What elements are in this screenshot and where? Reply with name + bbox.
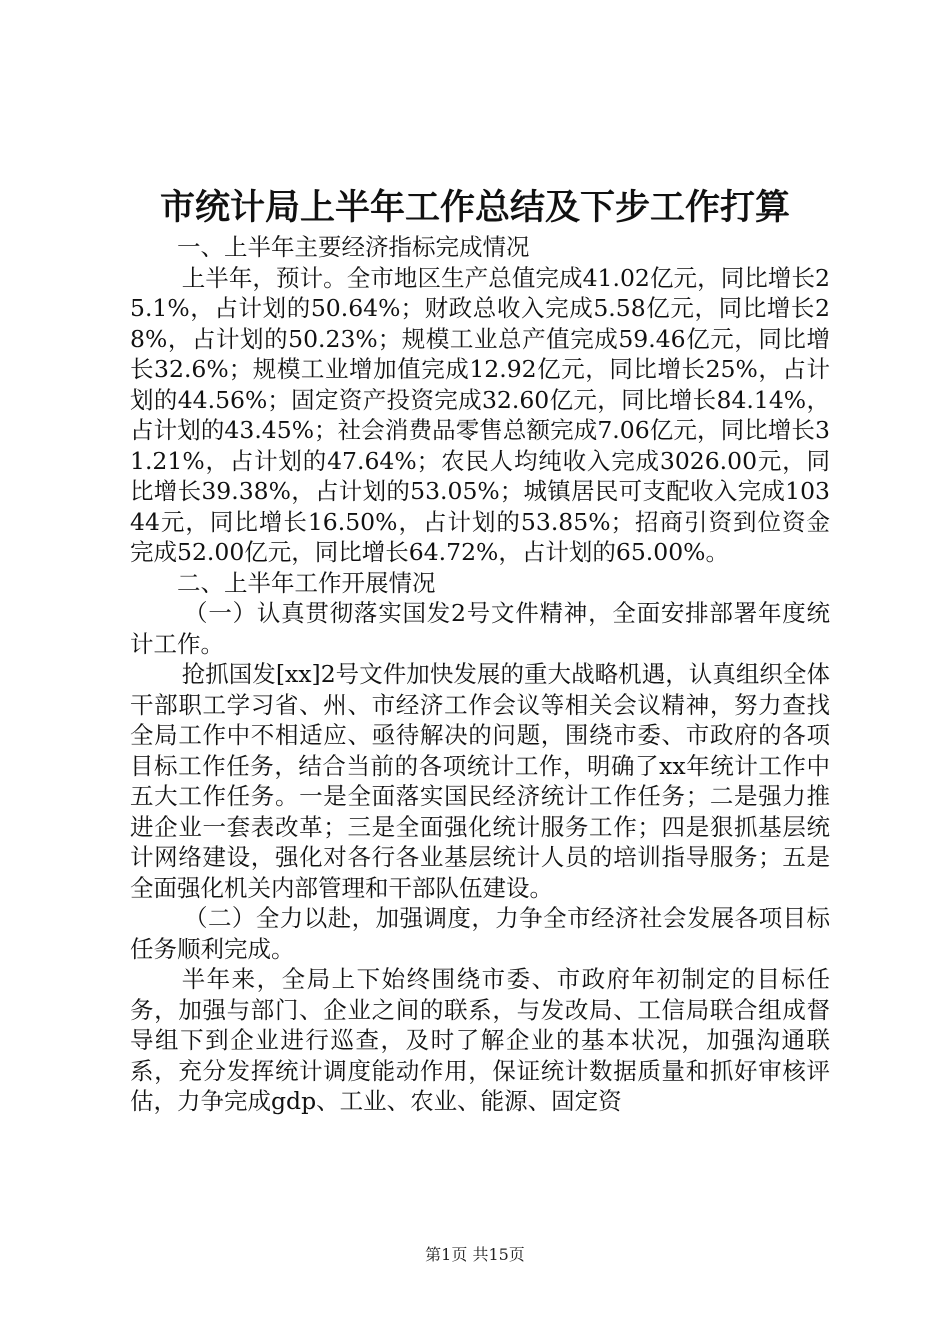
- subsection-heading-1: （一）认真贯彻落实国发2号文件精神，全面安排部署年度统计工作。: [130, 599, 830, 658]
- section-heading-2: 二、上半年工作开展情况: [177, 568, 436, 597]
- paragraph-indicators: 上半年，预计。全市地区生产总值完成41.02亿元，同比增长25.1%，占计划的50.64%；财政总收入完成5.58亿元，同比增长28%，占计划的50.23%；规模工业总产值完成59.46亿元，同比增长32.6%；规模工业增加值完成12.92亿元，同比增长25%，占计划的44.56%；固定资产投资完成32.60亿元，同比增长84.14%，占计划的43.45%；社会消费品零售总额完成7.06亿元，同比增长31.21%，占计划的47.64%；农民人均纯收入完成3026.00元，同比增长39.38%，占计划的53.05%；城镇居民可支配收入完成10344元，同比增长16.50%，占计划的53.85%；招商引资到位资金完成52.00亿元，同比增长64.72%，占计划的65.00%。: [130, 263, 830, 566]
- subsection-heading-2: （二）全力以赴，加强调度，力争全市经济社会发展各项目标任务顺利完成。: [130, 904, 830, 963]
- document-body: [130, 232, 830, 1117]
- paragraph-deployment: 抢抓国发[xx]2号文件加快发展的重大战略机遇，认真组织全体干部职工学习省、州、市经济工作会议等相关会议精神，努力查找全局工作中不相适应、亟待解决的问题，围绕市委、市政府的各项目标工作任务，结合当前的各项统计工作，明确了xx年统计工作中五大工作任务。一是全面落实国民经济统计工作任务；二是强力推进企业一套表改革；三是全面强化统计服务工作；四是狠抓基层统计网络建设，强化对各行各业基层统计人员的培训指导服务；五是全面强化机关内部管理和干部队伍建设。: [130, 660, 830, 902]
- page-footer: 第1页 共15页: [425, 1245, 525, 1264]
- paragraph-dispatch: 半年来，全局上下始终围绕市委、市政府年初制定的目标任务，加强与部门、企业之间的联系，与发改局、工信局联合组成督导组下到企业进行巡查，及时了解企业的基本状况，加强沟通联系，充分发挥统计调度能动作用，保证统计数据质量和抓好审核评估，力争完成gdp、工业、农业、能源、固定资: [130, 965, 830, 1115]
- section-heading-1: 一、上半年主要经济指标完成情况: [177, 233, 530, 261]
- document-title: 市统计局上半年工作总结及下步工作打算: [159, 187, 790, 228]
